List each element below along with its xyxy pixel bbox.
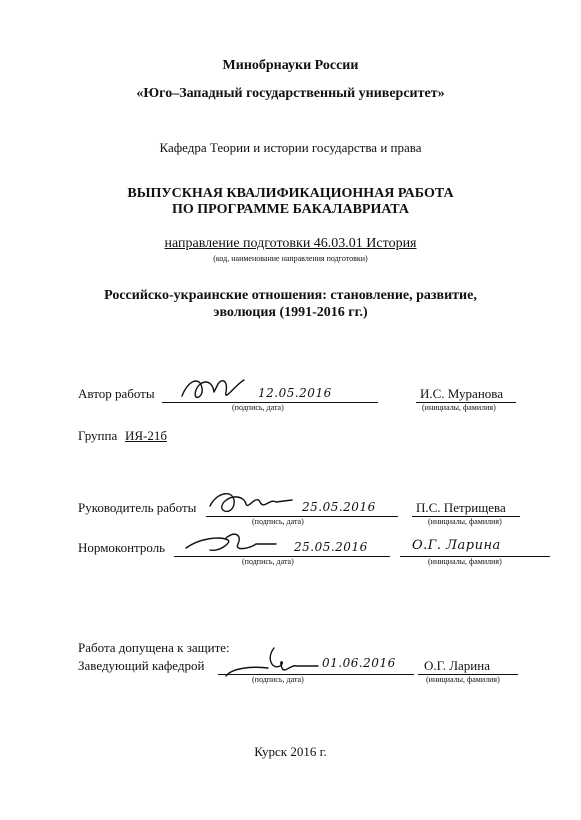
supervisor-date: 25.05.2016 <box>302 500 376 514</box>
direction-caption: (код, наименование направления подготовки) <box>213 254 368 263</box>
work-type-title: ВЫПУСКНАЯ КВАЛИФИКАЦИОННАЯ РАБОТА <box>127 186 454 201</box>
normcontrol-name-caption: (инициалы, фамилия) <box>428 557 502 566</box>
author-label: Автор работы <box>78 386 155 401</box>
department-name: Кафедра Теории и истории государства и права <box>159 140 422 155</box>
university-name: «Юго–Западный государственный университет» <box>136 86 445 101</box>
city-year: Курск 2016 г. <box>254 744 327 759</box>
program-title: ПО ПРОГРАММЕ БАКАЛАВРИАТА <box>172 202 409 217</box>
supervisor-sign-caption: (подпись, дата) <box>252 517 304 526</box>
head-sign-caption: (подпись, дата) <box>252 675 304 684</box>
group-label: Группа <box>78 428 118 443</box>
normcontrol-name: О.Г. Ларина <box>412 538 501 553</box>
topic-line-1: Российско-украинские отношения: становление, развитие, <box>104 288 477 303</box>
author-date: 12.05.2016 <box>258 386 332 400</box>
author-sign-caption: (подпись, дата) <box>232 403 284 412</box>
head-of-department-label: Заведующий кафедрой <box>78 658 205 673</box>
normcontrol-label: Нормоконтроль <box>78 540 166 555</box>
admission-label: Работа допущена к защите: <box>78 640 230 655</box>
author-name: И.С. Муранова <box>420 386 504 401</box>
direction-of-study: направление подготовки 46.03.01 История <box>164 236 417 251</box>
topic-line-2: эволюция (1991-2016 гг.) <box>213 305 368 320</box>
head-name: О.Г. Ларина <box>424 658 490 673</box>
ministry-name: Минобрнауки России <box>222 58 359 73</box>
author-name-caption: (инициалы, фамилия) <box>422 403 496 412</box>
supervisor-label: Руководитель работы <box>78 500 197 515</box>
normcontrol-sign-caption: (подпись, дата) <box>242 557 294 566</box>
head-name-caption: (инициалы, фамилия) <box>426 675 500 684</box>
normcontrol-date: 25.05.2016 <box>294 540 368 554</box>
head-date: 01.06.2016 <box>322 656 396 670</box>
group-value: ИЯ-21б <box>125 428 168 443</box>
supervisor-name-caption: (инициалы, фамилия) <box>428 517 502 526</box>
supervisor-name: П.С. Петрищева <box>416 500 506 515</box>
